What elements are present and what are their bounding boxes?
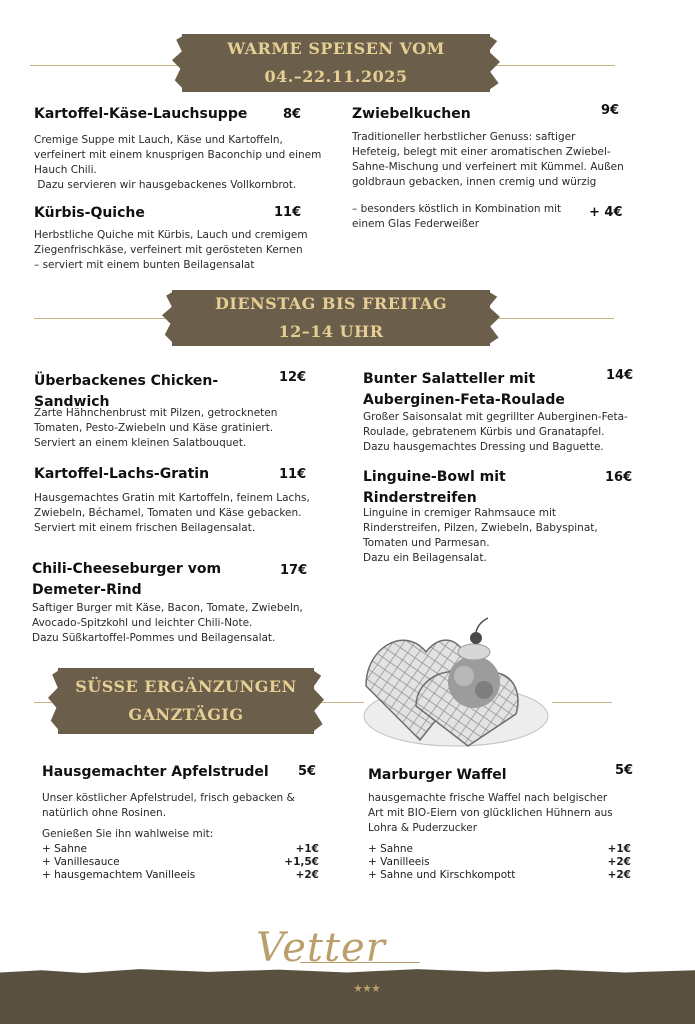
- item-title-lachs: Kartoffel-Lachs-Gratin: [34, 466, 210, 482]
- item-title-zwiebel: Zwiebelkuchen: [352, 106, 471, 122]
- item-title-burger: Chili-Cheeseburger vom Demeter-Rind: [32, 561, 222, 598]
- item-title-soup: Kartoffel-Käse-Lauchsuppe: [34, 106, 248, 122]
- section-header-weekday: [172, 290, 490, 346]
- item-desc-soup: Cremige Suppe mit Lauch, Käse und Kartoffeln, verfeinert mit einem knusprigen Baconchip und einem Hauch Chili. Dazu servieren wir hausgebackenes Vollkornbrot.: [34, 134, 322, 191]
- addon-row: + Sahne und Kirschkompott +2€: [368, 869, 631, 881]
- waffle-illustration: [356, 616, 552, 754]
- item-price-strudel: 5€: [298, 764, 317, 779]
- item-title-quiche: Kürbis-Quiche: [34, 205, 145, 221]
- item-title-waffel: Marburger Waffel: [368, 767, 507, 783]
- item-desc-linguine: Linguine in cremiger Rahmsauce mit Rinderstreifen, Pilzen, Zwiebeln, Babyspinat, Tomaten und Parmesan. Dazu ein Beilagensalat.: [363, 507, 598, 564]
- item-extra-price-zwiebel: + 4€: [589, 205, 623, 220]
- addon-row: + Sahne +1€: [368, 843, 631, 855]
- item-desc-strudel: Unser köstlicher Apfelstrudel, frisch gebacken & natürlich ohne Rosinen.: [42, 792, 295, 819]
- section-header-warm-line2: 04.–22.11.2025: [264, 67, 408, 86]
- item-title-salat: Bunter Salatteller mit Auberginen-Feta-Roulade: [363, 371, 565, 408]
- addon-row: + hausgemachtem Vanilleeis +2€: [42, 869, 319, 881]
- item-price-waffel: 5€: [615, 763, 634, 778]
- item-desc-quiche: Herbstliche Quiche mit Kürbis, Lauch und cremigem Ziegenfrischkäse, verfeinert mit gerösteten Kernen – serviert mit einem bunten Beilagensalat: [34, 229, 308, 271]
- section-header-weekday-line2: 12–14 UHR: [278, 322, 384, 341]
- vetter-logo: Vetter: [256, 925, 386, 971]
- stars-icon: [354, 984, 380, 994]
- addon-list-strudel: [42, 843, 319, 882]
- item-title-strudel: Hausgemachter Apfelstrudel: [42, 764, 269, 780]
- section-header-sweet-line1: SÜSSE ERGÄNZUNGEN: [75, 677, 297, 696]
- item-price-quiche: 11€: [274, 205, 302, 220]
- addon-row: + Vanilleeis +2€: [368, 856, 631, 868]
- item-desc-waffel: hausgemachte frische Waffel nach belgischer Art mit BIO-Eiern von glücklichen Hühnern aus Lohra & Puderzucker: [368, 792, 613, 834]
- item-desc-salat: Großer Saisonsalat mit gegrillter Auberginen-Feta- Roulade, gebratenem Kürbis und Granatapfel. Dazu hausgemachtes Dressing und Baguette.: [363, 411, 628, 453]
- section-header-warm-line1: WARME SPEISEN VOM: [227, 39, 445, 58]
- header-rule-sweet-right: [552, 702, 612, 703]
- footer-band: [0, 968, 695, 1024]
- section-header-sweet: [58, 668, 314, 734]
- item-title-linguine: Linguine-Bowl mit Rinderstreifen: [363, 469, 506, 506]
- addon-list-waffel: [368, 843, 631, 882]
- section-header-warm: [182, 34, 490, 92]
- item-desc-lachs: Hausgemachtes Gratin mit Kartoffeln, feinem Lachs, Zwiebeln, Béchamel, Tomaten und Käse gebacken. Serviert mit einem frischen Beilagensalat.: [34, 492, 310, 534]
- item-title-chicken: Überbackenes Chicken- Sandwich: [34, 373, 219, 410]
- item-desc-burger: Saftiger Burger mit Käse, Bacon, Tomate, Zwiebeln, Avocado-Spitzkohl und leichter Chili-Note. Dazu Süßkartoffel-Pommes und Beilagensalat.: [32, 602, 303, 644]
- section-header-sweet-line2: GANZTÄGIG: [128, 705, 244, 724]
- item-price-soup: 8€: [283, 107, 302, 122]
- item-price-linguine: 16€: [605, 470, 633, 485]
- item-desc-chicken: Zarte Hähnchenbrust mit Pilzen, getrockneten Tomaten, Pesto-Zwiebeln und Käse gratiniert. Serviert an einem kleinen Salatbouquet.: [34, 407, 278, 449]
- item-price-salat: 14€: [606, 368, 634, 383]
- section-header-weekday-line1: DIENSTAG BIS FREITAG: [215, 294, 447, 313]
- addon-row: + Sahne +1€: [42, 843, 319, 855]
- item-price-burger: 17€: [280, 563, 308, 578]
- addon-row: + Vanillesauce +1,5€: [42, 856, 319, 868]
- item-intro-strudel: Genießen Sie ihn wahlweise mit:: [42, 828, 214, 840]
- item-desc-zwiebel: Traditioneller herbstlicher Genuss: saftiger Hefeteig, belegt mit einer aromatischen Zwiebel- Sahne-Mischung und verfeinert mit Kümmel. Außen goldbraun gebacken, innen cremig und würzig: [352, 131, 624, 188]
- item-price-zwiebel: 9€: [601, 103, 620, 118]
- item-price-chicken: 12€: [279, 370, 307, 385]
- item-extra-zwiebel: – besonders köstlich in Kombination mit einem Glas Federweißer: [352, 203, 562, 230]
- item-price-lachs: 11€: [279, 467, 307, 482]
